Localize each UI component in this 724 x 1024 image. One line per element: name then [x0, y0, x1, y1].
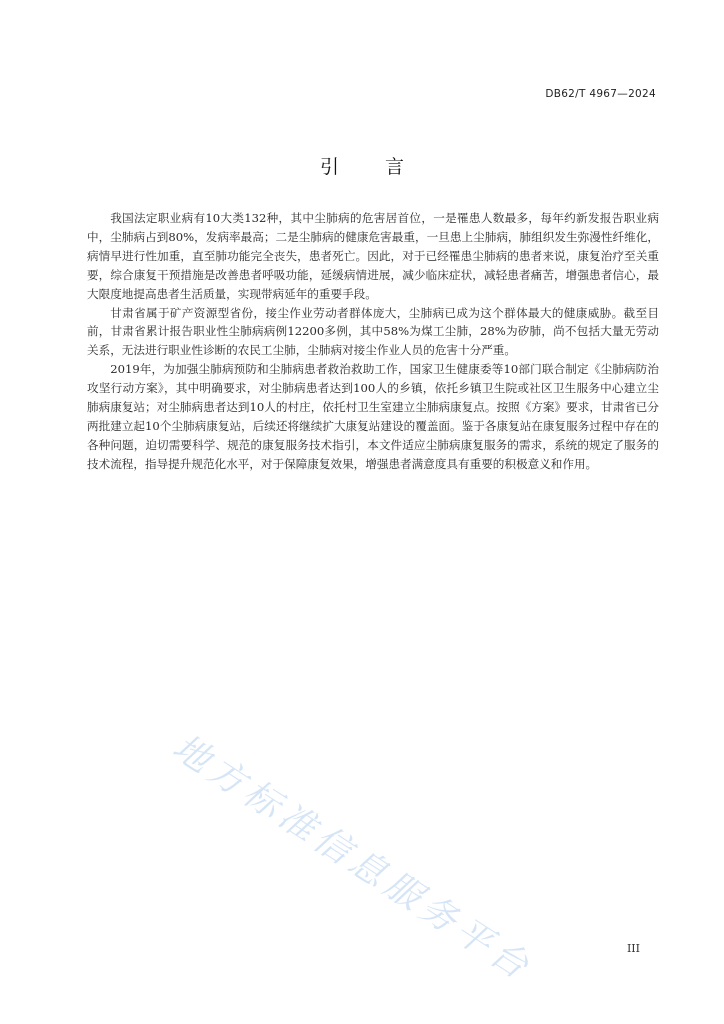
section-title: 引言: [319, 156, 450, 178]
watermark: 地方标准信息服务平台: [165, 726, 540, 990]
introduction-body: [87, 209, 659, 474]
paragraph: 2019年，为加强尘肺病预防和尘肺病患者救治救助工作，国家卫生健康委等10部门联合制定《尘肺病防治攻坚行动方案》，其中明确要求，对尘肺病患者达到100人的乡镇，依托乡镇卫生院或社区卫生服务中心建立尘肺病康复站；对尘肺病患者达到10人的村庄，依托村卫生室建立尘肺病康复点。按照《方案》要求，甘肃省已分两批建立起10个尘肺病康复站，后续还将继续扩大康复站建设的覆盖面。鉴于各康复站在康复服务过程中存在的各种问题，迫切需要科学、规范的康复服务技术指引，本文件适应尘肺病康复服务的需求，系统的规定了服务的技术流程，指导提升规范化水平，对于保障康复效果，增强患者满意度具有重要的积极意义和作用。: [87, 362, 659, 471]
paragraph: 我国法定职业病有10大类132种，其中尘肺病的危害居首位，一是罹患人数最多，每年约新发报告职业病中，尘肺病占到80%，发病率最高；二是尘肺病的健康危害最重，一旦患上尘肺病，肺组织发生弥漫性纤维化，病情早进行性加重，直至肺功能完全丧失，患者死亡。因此，对于已经罹患尘肺病的患者来说，康复治疗至关重要，综合康复干预措施是改善患者呼吸功能，延缓病情进展，减少临床症状，减轻患者痛苦，增强患者信心，最大限度地提高患者生活质量，实现带病延年的重要手段。: [87, 211, 659, 301]
standard-code: DB62/T 4967—2024: [545, 88, 656, 100]
paragraph: 甘肃省属于矿产资源型省份，接尘作业劳动者群体庞大，尘肺病已成为这个群体最大的健康威胁。截至目前，甘肃省累计报告职业性尘肺病病例12200多例，其中58%为煤工尘肺，28%为矽肺，尚不包括大量无劳动关系，无法进行职业性诊断的农民工尘肺，尘肺病对接尘作业人员的危害十分严重。: [87, 305, 659, 358]
page-number: III: [626, 942, 640, 955]
